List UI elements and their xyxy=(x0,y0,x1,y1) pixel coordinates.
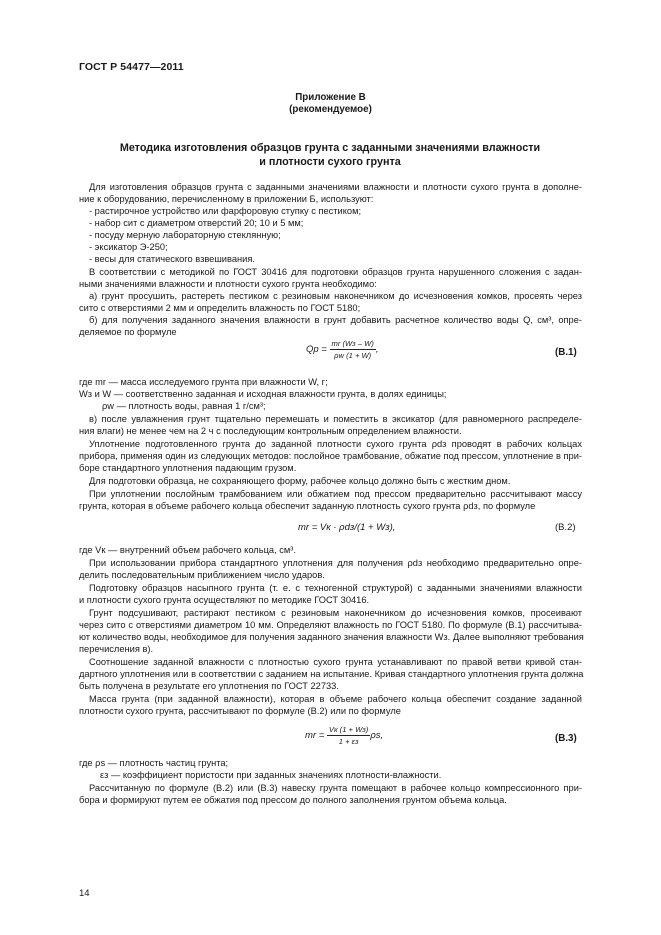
text-line: грунта, которая в объеме рабочего кольца обеспечит заданную плотность сухого грунта ρdз, по формуле xyxy=(79,501,536,511)
formula-b3-denominator: 1 + εз xyxy=(338,737,359,746)
appendix-status: (рекомендуемое) xyxy=(289,104,372,115)
text-line: и плотности сухого грунта осуществляют по методике ГОСТ 30416. xyxy=(79,595,370,605)
text-line: ными значениями влажности и плотности сухого грунта необходимо: xyxy=(79,279,377,289)
text-line: При уплотнении послойным трамбованием или обжатием под прессом предварительно рассчитывают массу xyxy=(89,489,582,499)
formula-b2: mr = Vк · ρdз/(1 + Wз), xyxy=(298,522,396,533)
text-line: Для изготовления образцов грунта с заданными значениями влажности и плотности сухого грунта в дополне- xyxy=(89,182,582,192)
text-line: ние к оборудованию, перечисленному в приложении Б, используют: xyxy=(79,194,374,204)
text-line: Wз и W — соответственно заданная и исходная влажности грунта, в долях единицы; xyxy=(79,389,447,399)
text-line: б) для получения заданного значения влажности в грунт добавить расчетное количество воды Q, см³, опре- xyxy=(89,315,582,325)
text-line: Рассчитанную по формуле (В.2) или (В.3) навеску грунта помещают в рабочее кольцо компрессионного при- xyxy=(89,783,582,793)
text-line: - эксикатор Э-250; xyxy=(89,242,168,252)
text-line: Соотношение заданной влажности с плотностью сухого грунта устанавливают по правой ветви кривой стан- xyxy=(89,657,582,667)
formula-b3 xyxy=(305,725,383,746)
document-header: ГОСТ Р 54477—2011 xyxy=(79,61,184,73)
formula-b1-denominator: ρw (1 + W) xyxy=(334,351,372,360)
text-line: Масса грунта (при заданной влажности), которая в объеме рабочего кольца обеспечит создание заданной xyxy=(89,694,582,704)
text-line: ρw — плотность воды, равная 1 г/см³; xyxy=(102,401,266,411)
formula-b2-number: (В.2) xyxy=(555,522,576,533)
text-line: Грунт подсушивают, растирают пестиком с резиновым наконечником до исчезновения комков, просеивают xyxy=(89,608,582,618)
text-line: делить последовательным приближением число ударов. xyxy=(79,570,325,580)
formula-b1-number: (В.1) xyxy=(555,347,577,358)
text-line: - весы для статического взвешивания. xyxy=(89,254,255,264)
text-line: где Vк — внутренний объем рабочего кольца, см³. xyxy=(79,545,296,555)
text-line: В соответствии с методикой по ГОСТ 30416 для подготовки образцов грунта нарушенного сложения с задан- xyxy=(89,267,582,277)
formula-b1-fraction xyxy=(330,339,376,360)
text-line: а) грунт просушить, растереть пестиком с резиновым наконечником до исчезновения комков, просеять через xyxy=(89,291,582,301)
doc-title-line-2: и плотности сухого грунта xyxy=(259,156,401,168)
text-line: боре стандартного уплотнения падающим грузом. xyxy=(79,463,297,473)
doc-title-line-1: Методика изготовления образцов грунта с заданными значениями влажности xyxy=(119,142,541,154)
text-line: - посуду мерную лабораторную стеклянную; xyxy=(89,230,281,240)
text-line: - растирочное устройство или фарфоровую ступку с пестиком; xyxy=(89,206,362,216)
text-line: в) после увлажнения грунт тщательно перемешать и поместить в эксикатор (для равномерного распределе- xyxy=(89,414,582,424)
text-line: ют количество воды, необходимое для получения заданного значения влажности Wз. Далее выполняют требования xyxy=(79,632,584,642)
text-line: При использовании прибора стандартного уплотнения для получения ρdз необходимо предварительно опре- xyxy=(89,558,582,568)
formula-b3-number: (В.3) xyxy=(555,733,577,744)
formula-b3-lhs: mr = xyxy=(305,730,325,742)
formula-b1 xyxy=(306,339,379,360)
text-line: перечисления в). xyxy=(79,644,154,654)
formula-b3-numerator: Vк (1 + Wз) xyxy=(328,725,369,734)
text-line: где ρs — плотность частиц грунта; xyxy=(79,758,229,768)
text-line: деляемое по формуле xyxy=(79,327,177,337)
formula-b1-numerator: mr (Wз – W) xyxy=(331,339,374,348)
text-line: ния влаги) не менее чем на 2 ч с последующим контрольным определением влажности. xyxy=(79,426,462,436)
formula-b1-tail: , xyxy=(375,344,379,356)
text-line: прибора, применяя один из следующих методов: послойное трамбование, обжатие под прессом, уплотнение в при- xyxy=(79,451,582,461)
text-line: Для подготовки образца, не сохраняющего форму, рабочее кольцо должно быть с жестким дном. xyxy=(89,476,511,486)
appendix-title: Приложение В xyxy=(295,92,366,103)
text-line: плотности сухого грунта, рассчитывают по формуле (В.2) или по формуле xyxy=(79,706,401,716)
text-line: бора и формируют путем ее обжатия под прессом до полного заполнения грунтом объема кольца. xyxy=(79,795,507,805)
page-number: 14 xyxy=(79,888,90,899)
text-line: быть получена в результате его уплотнения по ГОСТ 22733. xyxy=(79,681,339,691)
formula-b3-tail: ρs, xyxy=(370,730,384,742)
formula-b1-lhs: Qр = xyxy=(306,344,327,356)
text-line: - набор сит с диаметром отверстий 20; 10 и 5 мм; xyxy=(89,218,304,228)
text-line: дартного уплотнения или в соответствии с заданием на испытание. Кривая стандартного уплотнения грунта должна xyxy=(79,669,584,679)
text-line: εз — коэффициент пористости при заданных значениях плотности-влажности. xyxy=(100,770,442,780)
formula-b3-fraction xyxy=(327,725,370,746)
text-line: Подготовку образцов насыпного грунта (т. е. с техногенной структурой) с заданными значениями влажности xyxy=(89,583,582,593)
text-line: где mr — масса исследуемого грунта при влажности W, г; xyxy=(79,377,328,387)
text-line: через сито с отверстиями диаметром 10 мм. Определяют влажность по ГОСТ 5180. По формуле (В.1) рассчитыва- xyxy=(79,620,582,630)
text-line: Уплотнение подготовленного грунта до заданной плотности сухого грунта ρdз проводят в рабочих кольцах xyxy=(89,439,582,449)
text-line: сито с отверстиями 2 мм и определить влажность по ГОСТ 5180; xyxy=(79,303,361,313)
